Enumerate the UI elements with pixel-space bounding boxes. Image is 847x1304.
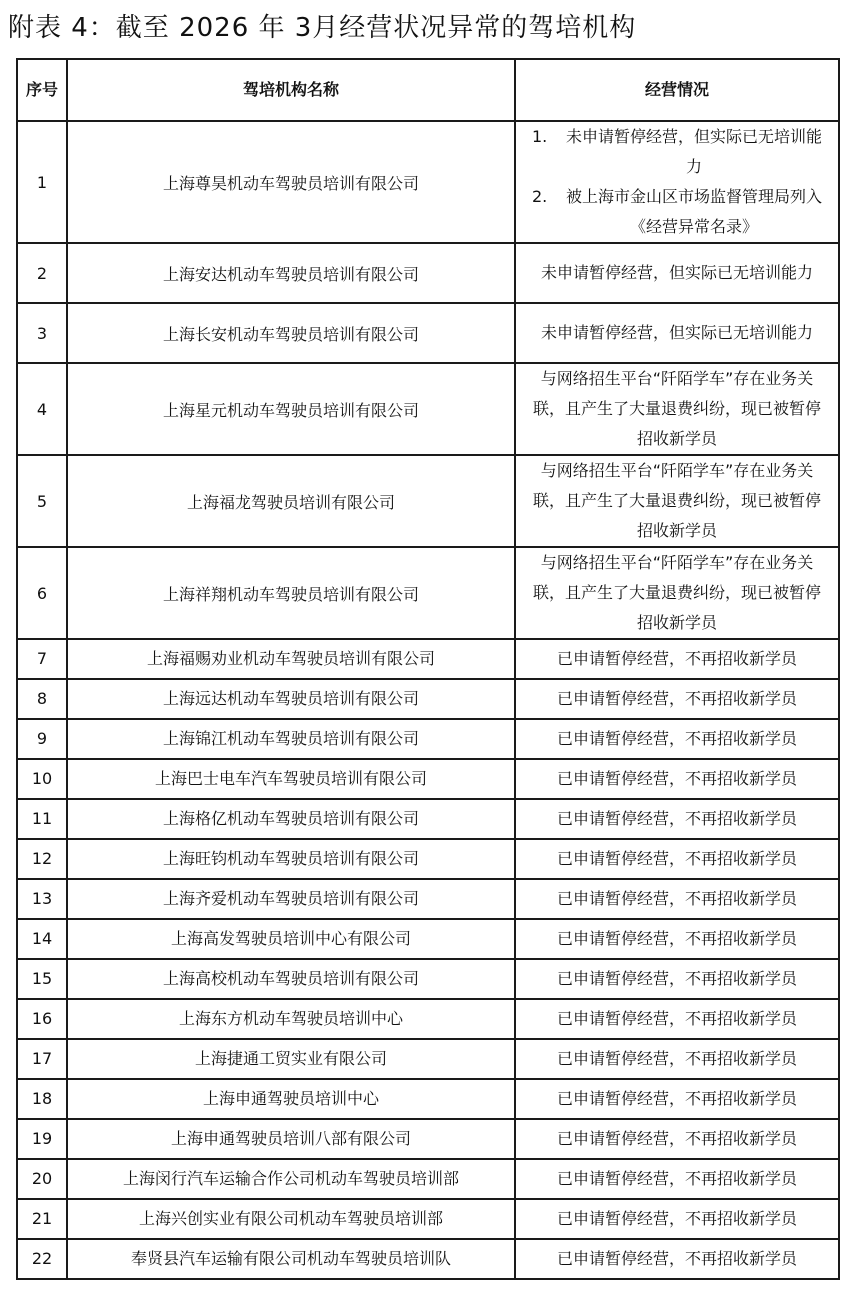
row-status: 已申请暂停经营，不再招收新学员 <box>515 1039 839 1079</box>
row-seq: 17 <box>17 1039 67 1079</box>
row-seq: 1 <box>17 121 67 243</box>
table-row <box>17 839 839 879</box>
row-seq: 4 <box>17 363 67 455</box>
row-seq: 3 <box>17 303 67 363</box>
row-status: 未申请暂停经营，但实际已无培训能力 <box>515 303 839 363</box>
table-row <box>17 121 839 243</box>
table-row <box>17 1239 839 1279</box>
table-row <box>17 363 839 455</box>
row-name: 上海闵行汽车运输合作公司机动车驾驶员培训部 <box>67 1159 515 1199</box>
row-name: 上海远达机动车驾驶员培训有限公司 <box>67 679 515 719</box>
abnormal-institutions-table <box>16 58 840 1280</box>
table-row <box>17 639 839 679</box>
row-seq: 12 <box>17 839 67 879</box>
row-status: 已申请暂停经营，不再招收新学员 <box>515 1159 839 1199</box>
row-name: 上海申通驾驶员培训八部有限公司 <box>67 1119 515 1159</box>
row-seq: 8 <box>17 679 67 719</box>
row-name: 上海星元机动车驾驶员培训有限公司 <box>67 363 515 455</box>
row-status: 未申请暂停经营，但实际已无培训能力 <box>515 243 839 303</box>
row-status: 已申请暂停经营，不再招收新学员 <box>515 1239 839 1279</box>
row-status: 已申请暂停经营，不再招收新学员 <box>515 679 839 719</box>
row-status: 已申请暂停经营，不再招收新学员 <box>515 719 839 759</box>
row-status <box>515 121 839 243</box>
header-status: 经营情况 <box>515 59 839 121</box>
table-row <box>17 1199 839 1239</box>
table-row <box>17 303 839 363</box>
table-header-row <box>17 59 839 121</box>
status-list-item <box>526 182 828 242</box>
row-status: 已申请暂停经营，不再招收新学员 <box>515 999 839 1039</box>
row-seq: 10 <box>17 759 67 799</box>
row-name: 上海捷通工贸实业有限公司 <box>67 1039 515 1079</box>
table-row <box>17 799 839 839</box>
row-seq: 19 <box>17 1119 67 1159</box>
table-row <box>17 959 839 999</box>
row-name: 上海福赐劝业机动车驾驶员培训有限公司 <box>67 639 515 679</box>
row-status: 与网络招生平台“阡陌学车”存在业务关联，且产生了大量退费纠纷，现已被暂停招收新学员 <box>515 547 839 639</box>
row-status: 已申请暂停经营，不再招收新学员 <box>515 1079 839 1119</box>
table-row <box>17 999 839 1039</box>
row-status: 已申请暂停经营，不再招收新学员 <box>515 879 839 919</box>
row-status: 已申请暂停经营，不再招收新学员 <box>515 959 839 999</box>
row-seq: 16 <box>17 999 67 1039</box>
row-seq: 5 <box>17 455 67 547</box>
row-name: 上海长安机动车驾驶员培训有限公司 <box>67 303 515 363</box>
status-item-text: 被上海市金山区市场监督管理局列入《经营异常名录》 <box>565 187 822 236</box>
table-row <box>17 919 839 959</box>
table-row <box>17 243 839 303</box>
row-status: 已申请暂停经营，不再招收新学员 <box>515 1199 839 1239</box>
row-name: 奉贤县汽车运输有限公司机动车驾驶员培训队 <box>67 1239 515 1279</box>
row-seq: 7 <box>17 639 67 679</box>
row-name: 上海申通驾驶员培训中心 <box>67 1079 515 1119</box>
row-status: 已申请暂停经营，不再招收新学员 <box>515 1119 839 1159</box>
status-list-item <box>526 122 828 182</box>
row-seq: 22 <box>17 1239 67 1279</box>
row-name: 上海兴创实业有限公司机动车驾驶员培训部 <box>67 1199 515 1239</box>
row-seq: 6 <box>17 547 67 639</box>
row-name: 上海锦江机动车驾驶员培训有限公司 <box>67 719 515 759</box>
table-row <box>17 1039 839 1079</box>
row-seq: 2 <box>17 243 67 303</box>
status-item-number: 2. <box>532 187 548 206</box>
row-name: 上海福龙驾驶员培训有限公司 <box>67 455 515 547</box>
row-status: 已申请暂停经营，不再招收新学员 <box>515 799 839 839</box>
row-name: 上海旺钧机动车驾驶员培训有限公司 <box>67 839 515 879</box>
table-row <box>17 1119 839 1159</box>
table-row <box>17 1079 839 1119</box>
row-name: 上海东方机动车驾驶员培训中心 <box>67 999 515 1039</box>
row-name: 上海高校机动车驾驶员培训有限公司 <box>67 959 515 999</box>
status-item-number: 1. <box>532 127 548 146</box>
page-title: 附表 4：截至 2026 年 3月经营状况异常的驾培机构 <box>8 13 637 43</box>
row-seq: 14 <box>17 919 67 959</box>
row-seq: 9 <box>17 719 67 759</box>
row-status: 与网络招生平台“阡陌学车”存在业务关联，且产生了大量退费纠纷，现已被暂停招收新学员 <box>515 455 839 547</box>
row-name: 上海安达机动车驾驶员培训有限公司 <box>67 243 515 303</box>
row-name: 上海尊昊机动车驾驶员培训有限公司 <box>67 121 515 243</box>
status-item-text: 未申请暂停经营，但实际已无培训能力 <box>565 127 822 176</box>
row-status: 与网络招生平台“阡陌学车”存在业务关联，且产生了大量退费纠纷，现已被暂停招收新学员 <box>515 363 839 455</box>
row-status: 已申请暂停经营，不再招收新学员 <box>515 919 839 959</box>
row-name: 上海高发驾驶员培训中心有限公司 <box>67 919 515 959</box>
table-row <box>17 759 839 799</box>
row-status: 已申请暂停经营，不再招收新学员 <box>515 639 839 679</box>
row-name: 上海祥翔机动车驾驶员培训有限公司 <box>67 547 515 639</box>
row-name: 上海巴士电车汽车驾驶员培训有限公司 <box>67 759 515 799</box>
row-seq: 15 <box>17 959 67 999</box>
row-seq: 18 <box>17 1079 67 1119</box>
row-seq: 20 <box>17 1159 67 1199</box>
header-seq: 序号 <box>17 59 67 121</box>
table-row <box>17 679 839 719</box>
table-row <box>17 879 839 919</box>
row-name: 上海格亿机动车驾驶员培训有限公司 <box>67 799 515 839</box>
table-row <box>17 547 839 639</box>
header-name: 驾培机构名称 <box>67 59 515 121</box>
table-row <box>17 719 839 759</box>
row-name: 上海齐爱机动车驾驶员培训有限公司 <box>67 879 515 919</box>
row-seq: 13 <box>17 879 67 919</box>
row-seq: 21 <box>17 1199 67 1239</box>
row-status: 已申请暂停经营，不再招收新学员 <box>515 839 839 879</box>
row-seq: 11 <box>17 799 67 839</box>
table-row <box>17 455 839 547</box>
row-status: 已申请暂停经营，不再招收新学员 <box>515 759 839 799</box>
table-row <box>17 1159 839 1199</box>
